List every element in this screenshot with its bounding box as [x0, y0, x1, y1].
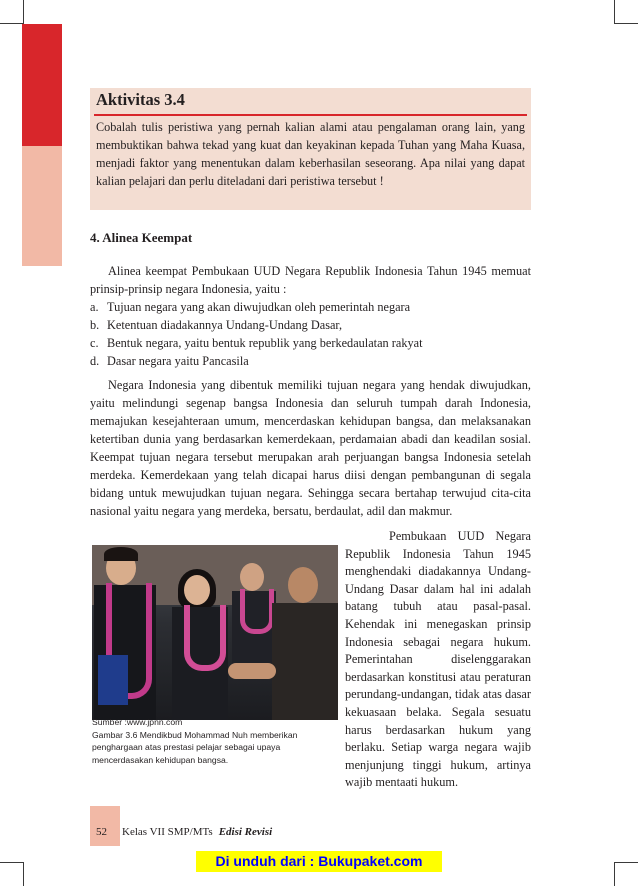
- photo-garland: [240, 589, 274, 634]
- crop-mark: [0, 23, 24, 24]
- figure-caption-block: [92, 716, 338, 766]
- footer-book-info: [122, 826, 272, 838]
- page-number: 52: [96, 826, 107, 838]
- list-item: [90, 352, 531, 370]
- list-item-label: a.: [90, 300, 99, 314]
- section-intro-block: [90, 262, 531, 370]
- photo-student-face: [184, 575, 210, 605]
- crop-mark: [614, 862, 638, 863]
- photo-minister-face: [288, 567, 318, 603]
- figure-source: Sumber :www.jpnn.com: [92, 717, 183, 727]
- activity-box: [90, 88, 531, 210]
- list-item: [90, 298, 531, 316]
- photo-student-hair: [104, 547, 138, 561]
- activity-text: Cobalah tulis peristiwa yang pernah kalian alami atau pengalaman orang lain, yang membuktikan bahwa tekad yang kuat dan keyakinan kepada Tuhan yang Maha Kuasa, menjadi faktor yang menentukan dalam keberhasilan seseorang. Apa nilai yang dapat kalian pelajari dan perlu diteladani dari peristiwa tersebut !: [96, 120, 525, 188]
- photo-student-face: [240, 563, 264, 591]
- photo-handshake: [228, 663, 276, 679]
- photo-garland: [184, 605, 226, 671]
- side-accent-bar-light: [22, 146, 62, 266]
- crop-mark: [614, 0, 615, 24]
- figure-caption: Gambar 3.6 Mendikbud Mohammad Nuh memberikan penghargaan atas prestasi pelajar sebagai upaya mencerdasakan kehidupan bangsa.: [92, 729, 298, 765]
- list-item-text: Ketentuan diadakannya Undang-Undang Dasar,: [107, 318, 343, 332]
- list-item-text: Tujuan negara yang akan diwujudkan oleh pemerintah negara: [107, 300, 411, 314]
- download-banner[interactable]: Di unduh dari : Bukupaket.com: [196, 851, 442, 872]
- footer-book-title: Kelas VII SMP/MTs: [122, 826, 213, 838]
- section-intro: Alinea keempat Pembukaan UUD Negara Republik Indonesia Tahun 1945 memuat prinsip-prinsip negara Indonesia, yaitu :: [90, 264, 531, 296]
- right-column-block: [345, 528, 531, 792]
- list-item-text: Dasar negara yaitu Pancasila: [107, 354, 249, 368]
- activity-title: Aktivitas 3.4: [96, 90, 185, 109]
- crop-mark: [0, 862, 24, 863]
- list-item-label: b.: [90, 318, 100, 332]
- list-item: [90, 316, 531, 334]
- footer-edition: Edisi Revisi: [218, 826, 273, 838]
- list-item: [90, 334, 531, 352]
- crop-mark: [23, 862, 24, 886]
- main-paragraph: Negara Indonesia yang dibentuk memiliki tujuan negara yang hendak diwujudkan, yaitu melindungi segenap bangsa Indonesia dan seluruh tumpah darah Indonesia, memajukan kesejahteraan umum, mencerdaskan kehidupan bangsa, dan melaksanakan ketertiban dunia yang berdasarkan kemerdekaan, perdamaian abadi dan keadilan sosial. Keempat tujuan negara tersebut merupakan arah perjuangan bangsa Indonesia setelah merdeka. Kemerdekaan yang telah dicapai harus diisi dengan pembangunan di segala bidang untuk mewujudkan tujuan negara. Sehingga secara bertahap terwujud cita-cita nasional yaitu negara yang merdeka, bersatu, berdaulat, adil dan makmur.: [90, 378, 531, 518]
- photo-minister-suit: [272, 603, 338, 720]
- crop-mark: [614, 23, 638, 24]
- list-item-label: c.: [90, 336, 99, 350]
- crop-mark: [23, 0, 24, 24]
- side-accent-bar: [22, 24, 62, 146]
- activity-divider: [94, 114, 527, 116]
- section-heading: 4. Alinea Keempat: [90, 230, 193, 245]
- list-item-label: d.: [90, 354, 100, 368]
- main-paragraph-block: [90, 376, 531, 520]
- award-photo: [92, 545, 338, 720]
- photo-certificate: [98, 655, 128, 705]
- crop-mark: [614, 862, 615, 886]
- list-item-text: Bentuk negara, yaitu bentuk republik yang berkedaulatan rakyat: [107, 336, 423, 350]
- right-column-text: Pembukaan UUD Negara Republik Indonesia Tahun 1945 menghendaki diadakannya Undang-Undang Dasar dalam hal ini adalah batang tubuh atau pasal-pasal. Kehendak ini menegaskan prinsip Indonesia sebagai negara hukum. Pemerintahan diselenggarakan berdasarkan konstitusi atau peraturan perundang-undangan, tidak atas dasar kekuasaan belaka. Segala sesuatu harus berdasarkan hukum yang berlaku. Setiap warga negara wajib menjunjung tinggi hukum, artinya wajib mentaati hukum.: [345, 529, 531, 790]
